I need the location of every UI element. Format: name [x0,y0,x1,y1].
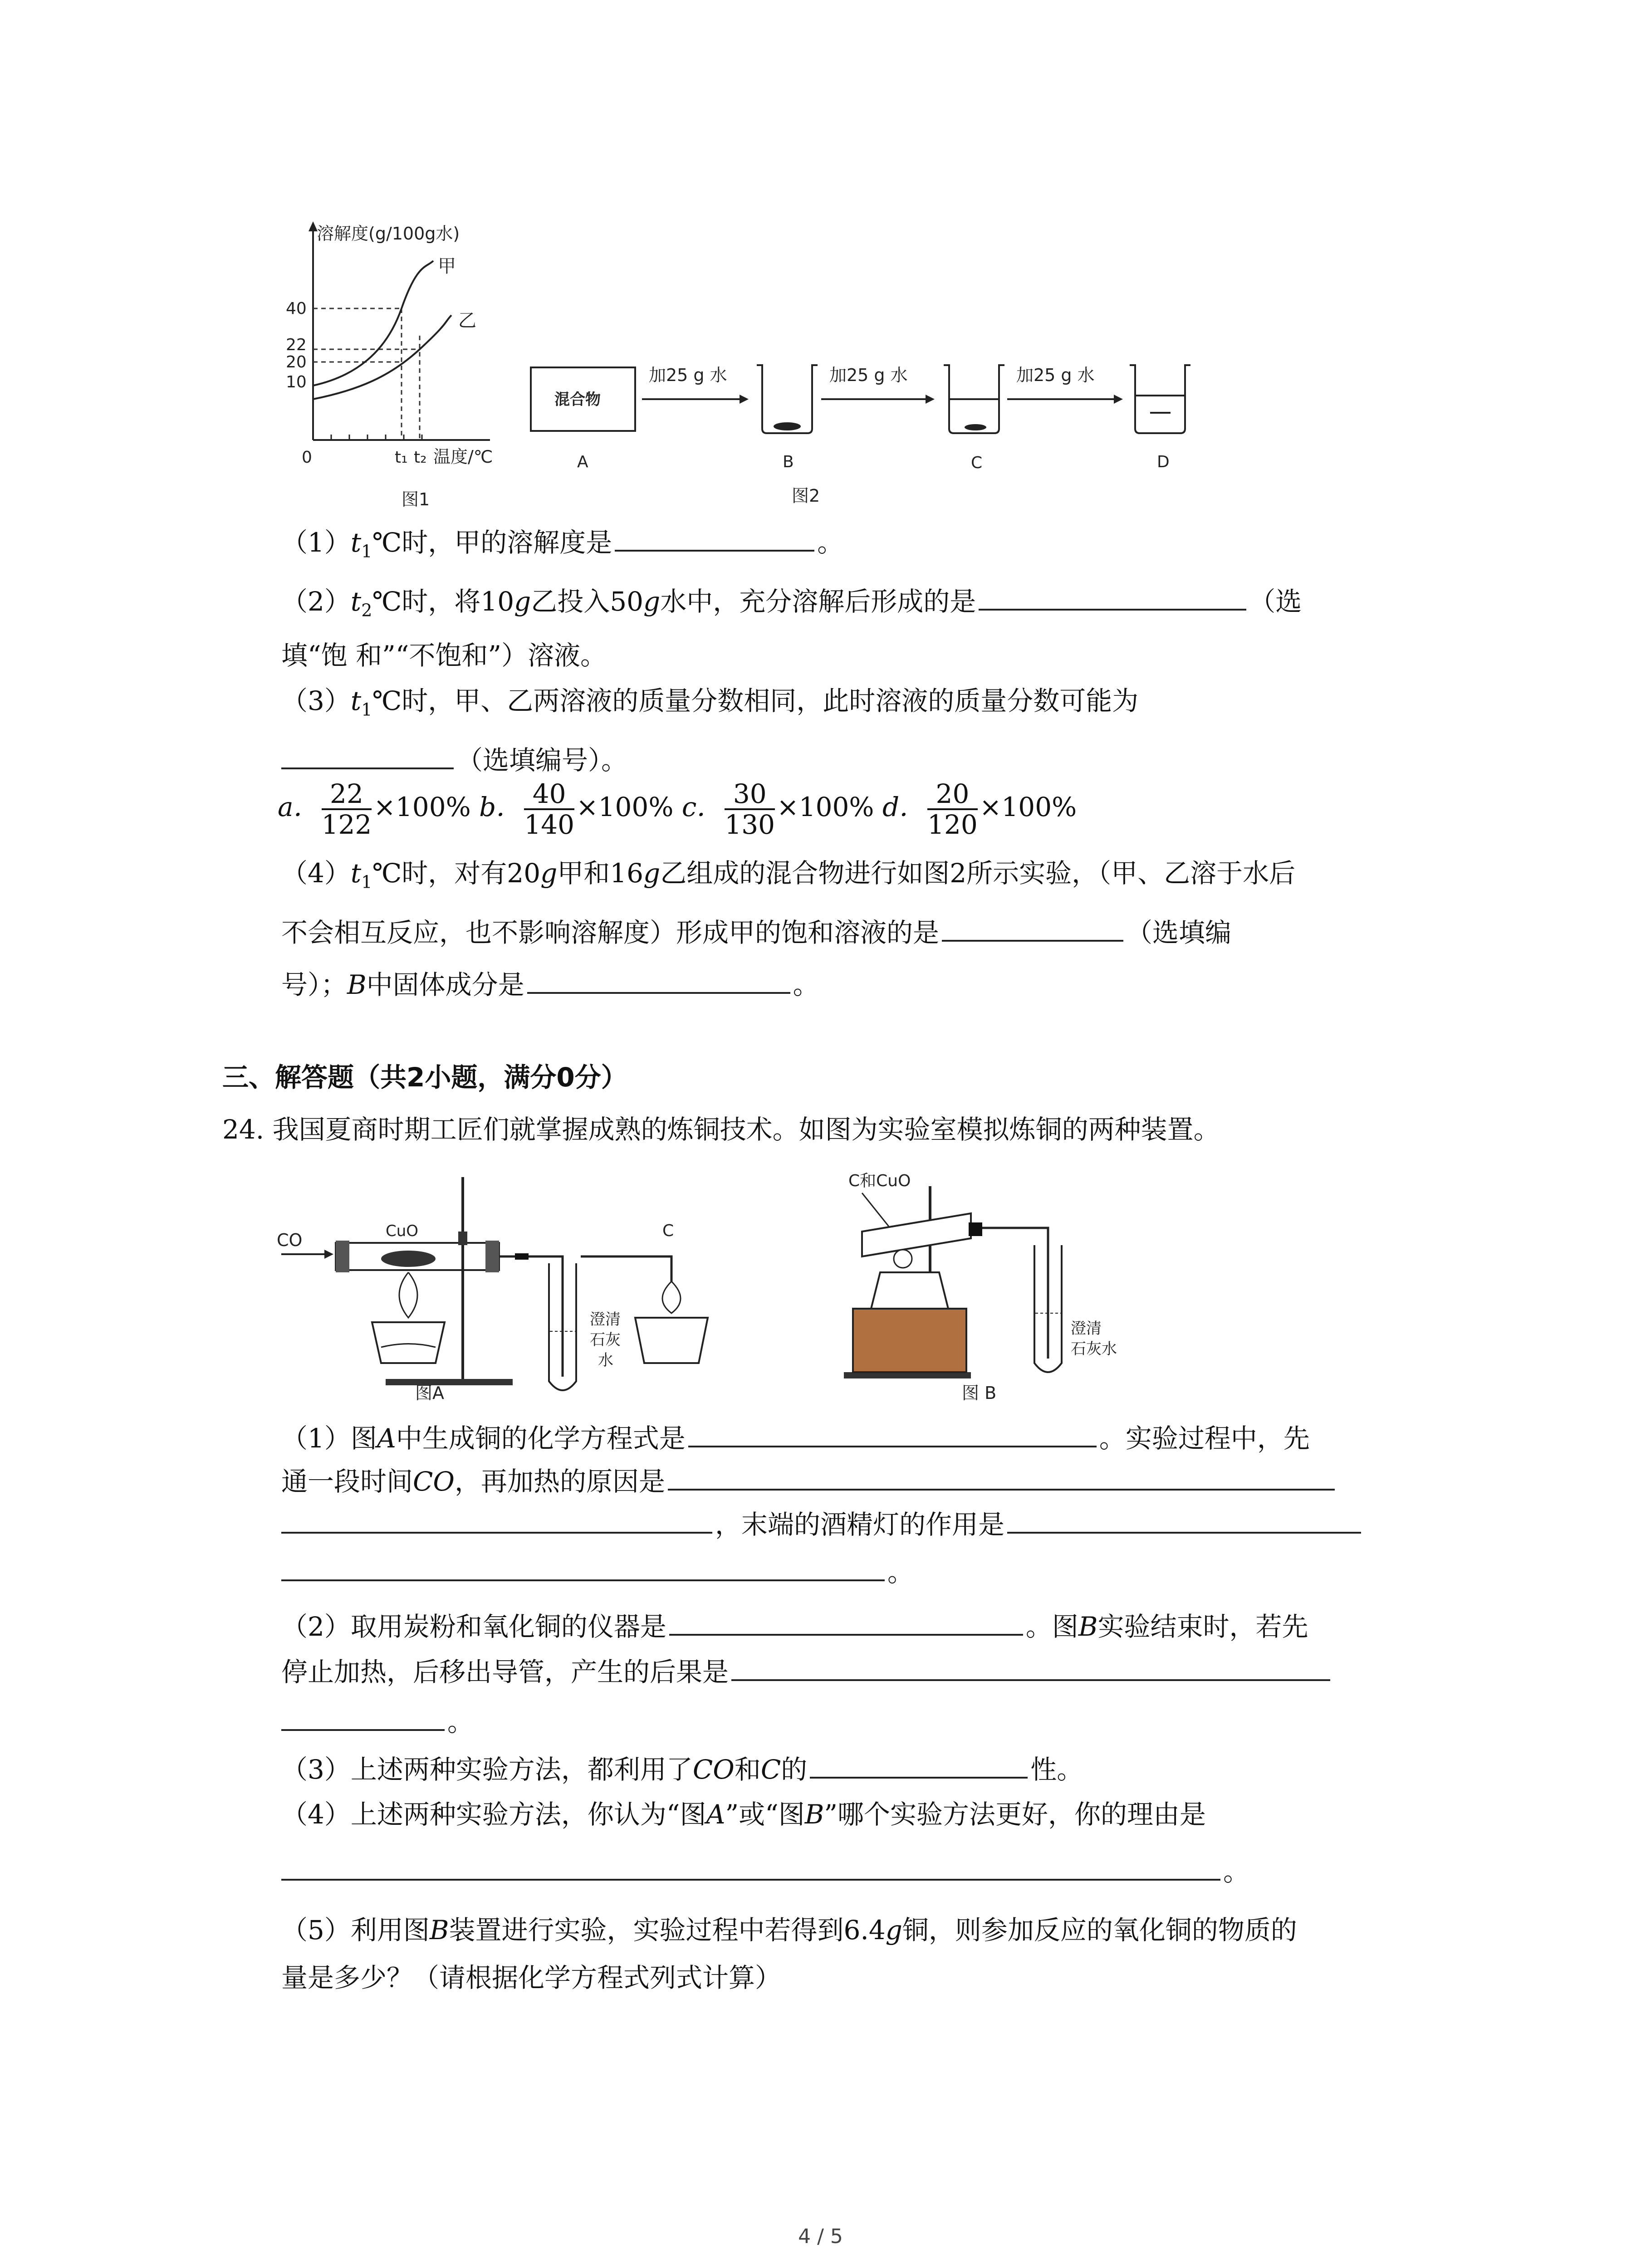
fig2-caption: 图2 [792,486,820,506]
xtick-t2: t₂ [414,448,427,467]
q23-part3-line2: （选填编号）。 [281,744,627,776]
curve-label-yi: 乙 [458,310,476,331]
fig1-caption: 图1 [402,489,430,509]
q24-part1-line3: ，末端的酒精灯的作用是 [281,1508,1364,1540]
answer-blank-9[interactable] [1007,1508,1361,1534]
water-b-1: 澄清 [1071,1320,1102,1338]
q23-part1: $(1)t_1℃$时，甲的溶解度是 。 [281,527,844,562]
water-label-3: 水 [598,1351,613,1369]
apparatus-fig-b [835,1168,1180,1395]
answer-blank-10[interactable] [281,1556,885,1581]
co-label: CO [277,1230,303,1250]
q24-stem: 24. 我国夏商时期工匠们就掌握成熟的炼铜技术。如图为实验室模拟炼铜的两种装置。 [222,1114,1220,1145]
q23-part4-line3: 号）；B中固体成分是 。 [281,969,819,1000]
label-c: C [971,454,983,472]
q23-part4: $(4)t_1℃$时，对有20g甲和16g乙组成的混合物进行如图2所示实验，（甲、乙溶于水后 [281,858,1296,892]
answer-blank-1[interactable] [615,526,814,552]
q24-part4-line2: 。 [281,1855,1249,1887]
beaker-c [944,365,1004,433]
q24-part5-line2: 量是多少？（请根据化学方程式列式计算） [281,1962,782,1993]
q23-part4-line2: 不会相互反应，也不影响溶解度）形成甲的饱和溶液的是 （选填编 [281,917,1232,948]
arrow1-label: 加25 g 水 [649,365,727,385]
answer-blank-5[interactable] [527,968,790,994]
fig-b-caption: 图 B [962,1383,997,1403]
c-label: C [662,1222,674,1240]
arrow3-label: 加25 g 水 [1016,365,1095,385]
fig2-diagram [526,345,1234,481]
ytick-10: 10 [286,373,307,391]
answer-blank-14[interactable] [810,1753,1028,1779]
curve-jia [313,261,433,386]
section-3-title: 三、解答题（共2小题，满分0分） [222,1062,627,1093]
q23-part2-line2: 填“饱 和”“不饱和”）溶液。 [281,640,607,671]
page-number: 4 / 5 [798,2225,843,2248]
q24-part2: （2）取用炭粉和氧化铜的仪器是 。图B实验结束时，若先 [281,1611,1308,1642]
q23-part3: $(3)t_1℃$时，甲、乙两溶液的质量分数相同，此时溶液的质量分数可能为 [281,685,1139,720]
answer-blank-6[interactable] [688,1422,1097,1447]
answer-blank-11[interactable] [669,1610,1023,1636]
origin-label: 0 [302,448,312,467]
water-label-2: 石灰 [590,1331,621,1349]
q24-part2-line3: 。 [281,1706,474,1738]
answer-blank-2[interactable] [979,585,1246,611]
answer-blank-13[interactable] [281,1706,445,1731]
q24-part1: （1）图A中生成铜的化学方程式是 。实验过程中，先 [281,1423,1310,1454]
water-label-1: 澄清 [590,1310,621,1329]
answer-blank-4[interactable] [942,916,1123,942]
fig-a-caption: 图A [415,1383,444,1403]
q24-part2-line2: 停止加热，后移出导管，产生的后果是 [281,1656,1333,1688]
q24-part3: （3）上述两种实验方法，都利用了CO和C的 性。 [281,1754,1083,1785]
label-a: A [577,453,588,471]
apparatus-fig-a [272,1168,794,1408]
water-b-2: 石灰水 [1071,1340,1117,1358]
q24-part1-line2: 通一段时间CO，再加热的原因是 [281,1465,1337,1497]
solubility-chart [281,218,535,472]
answer-blank-12[interactable] [731,1656,1330,1681]
curve-yi [313,315,451,399]
c-cuo-label: C和CuO [848,1172,911,1190]
ytick-40: 40 [286,299,307,318]
ytick-22: 22 [286,336,307,354]
y-axis-label: 溶解度(g/100g水) [317,224,460,244]
cuo-label: CuO [386,1222,419,1240]
mixture-label: 混合物 [554,391,601,409]
label-b: B [783,453,794,471]
answer-blank-8[interactable] [281,1508,712,1534]
ytick-20: 20 [286,353,307,371]
xtick-t1: t₁ [395,448,408,467]
arrow2-label: 加25 g 水 [829,365,908,385]
q23-part2: $(2)t_2℃$时，将10g乙投入50g水中，充分溶解后形成的是 （选 [281,586,1302,621]
answer-blank-3[interactable] [281,744,454,769]
q24-part5: （5）利用图B装置进行实验，实验过程中若得到6.4g铜，则参加反应的氧化铜的物质的 [281,1915,1297,1945]
beaker-d [1130,365,1190,433]
q24-part1-line4: 。 [281,1556,914,1588]
q23-options: a． $\frac{22}{122}$ ×100% b． $\frac{40}{140}$ ×100% c． $\frac{30}{130}$ ×100% d． $\frac{20}{120}$ ×100% [278,778,1077,840]
x-axis-label: 温度/℃ [433,447,493,467]
label-d: D [1157,453,1170,471]
answer-blank-7[interactable] [668,1465,1335,1491]
answer-blank-15[interactable] [281,1855,1220,1881]
curve-label-jia: 甲 [438,256,456,277]
q24-part4: （4）上述两种实验方法，你认为“图A”或“图B”哪个实验方法更好，你的理由是 [281,1799,1206,1830]
